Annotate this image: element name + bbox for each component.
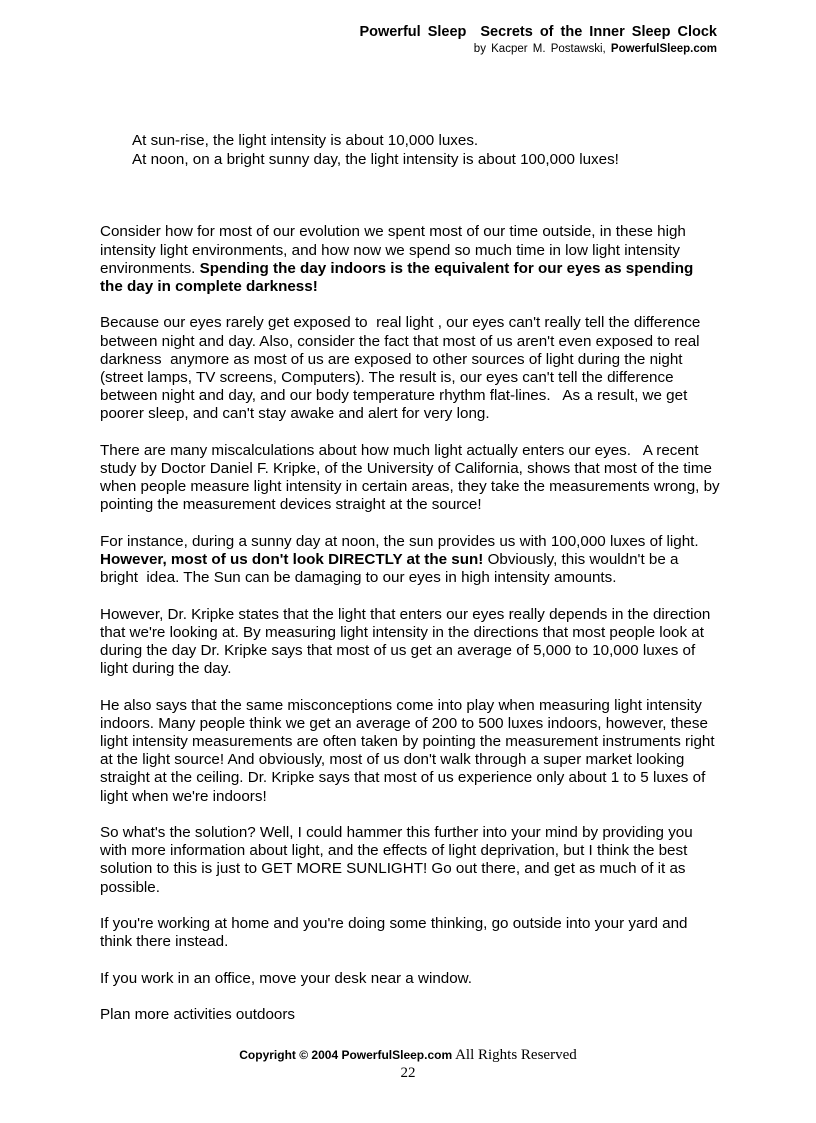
indented-line: At noon, on a bright sunny day, the light intensity is about 100,000 luxes! xyxy=(132,150,619,168)
paragraph-evolution xyxy=(100,223,720,296)
book-title: Powerful Sleep xyxy=(359,24,467,40)
paragraph-text: Consider how for most of our evolution we spent most of our time outside, in these high intensity light environments, and how now we spend so much time in low light intensity environments. xyxy=(100,223,691,277)
indented-line: At sun-rise, the light intensity is about 10,000 luxes. xyxy=(132,132,479,150)
page-body xyxy=(100,96,724,1042)
header-byline xyxy=(359,42,717,56)
paragraph-solution: So what's the solution? Well, I could hammer this further into your mind by providing you with more information about light, and the effects of light deprivation, but I think the best solution to this is just to GET MORE SUNLIGHT! Go out there, and get as much of it as possible. xyxy=(100,824,697,896)
paragraph-emphasis: Spending the day indoors is the equivalent for our eyes as spending the day in complete darkness! xyxy=(100,259,698,296)
page-footer xyxy=(0,1046,816,1082)
header-title xyxy=(359,24,717,41)
page-header xyxy=(359,24,717,56)
author-credit: by Kacper M. Postawski, xyxy=(473,43,611,55)
book-subtitle: Secrets of the Inner Sleep Clock xyxy=(480,24,717,40)
paragraph-miscalculations: There are many miscalculations about how much light actually enters our eyes. A recent study by Doctor Daniel F. Kripke, of the University of California, shows that most of the time when people measure light intensity in certain areas, they take the measurements wrong, by pointing the measurement devices straight at the source! xyxy=(100,441,724,514)
website-name: PowerfulSleep.com xyxy=(610,43,717,55)
paragraph-text: Obviously, this wouldn't be a bright idea. The Sun can be damaging to our eyes in high intensity amounts. xyxy=(100,551,687,587)
paragraph-office: If you work in an office, move your desk near a window. xyxy=(100,969,473,987)
rights-reserved: All Rights Reserved xyxy=(452,1047,577,1063)
copyright-line xyxy=(0,1046,816,1064)
page-number: 22 xyxy=(400,1065,416,1081)
paragraph-home: If you're working at home and you're doing some thinking, go outside into your yard and think there instead. xyxy=(100,915,692,951)
paragraph-direction: However, Dr. Kripke states that the light that enters our eyes really depends in the direction that we're looking at. By measuring light intensity in the directions that most people look at during the day Dr. Kripke says that most of us get an average of 5,000 to 10,000 luxes of light during the day. xyxy=(100,605,715,678)
paragraph-text: For instance, during a sunny day at noon, the sun provides us with 100,000 luxes of light. xyxy=(100,532,703,550)
paragraph-real-light: Because our eyes rarely get exposed to real light , our eyes can't really tell the difference between night and day. Also, consider the fact that most of us aren't even exposed to real darkness anymore as most of us are exposed to other sources of light during the night (street lamps, TV screens, Computers). The result is, our eyes can't tell the difference between night and day, and our body temperature rhythm flat-lines. As a result, we get poorer sleep, and can't stay awake and alert for very long. xyxy=(100,314,708,423)
paragraph-emphasis: However, most of us don't look DIRECTLY at the sun! xyxy=(100,551,484,569)
paragraph-sunny-day xyxy=(100,533,720,588)
paragraph-outdoors: Plan more activities outdoors xyxy=(100,1006,295,1023)
paragraph-indoors: He also says that the same misconceptions come into play when measuring light intensity indoors. Many people think we get an average of 200 to 500 luxes indoors, however, these light intensity measurements are often taken by pointing the measurement instruments right at the light source! And obviously, most of us don't walk through a super market looking straight at the ceiling. Dr. Kripke says that most of us experience only about 1 to 5 luxes of light when we're indoors! xyxy=(100,696,719,805)
copyright-notice: Copyright © 2004 PowerfulSleep.com xyxy=(239,1048,453,1062)
indented-block xyxy=(100,96,720,205)
